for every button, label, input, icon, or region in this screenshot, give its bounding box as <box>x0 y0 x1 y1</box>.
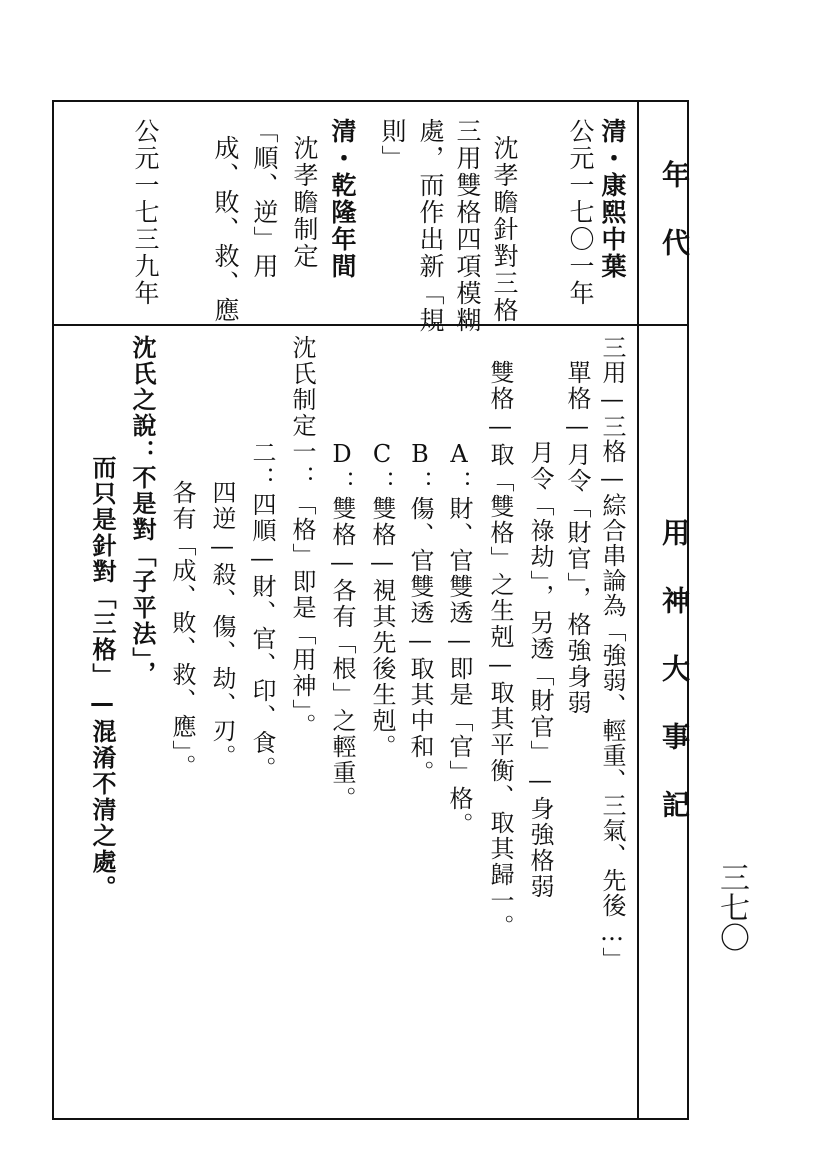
event-line: 單格—月令「財官」，格強身弱 <box>563 360 591 716</box>
event-line: 三用—三格—綜合串論為「強弱、輕重、三氣、先後…」 <box>598 335 626 972</box>
event-line: C：雙格—視其先後生剋。 <box>368 440 396 760</box>
event-line: 二：四順—財、官、印、食。 <box>248 440 276 782</box>
event-line: 月令「祿劫」，另透「財官」—身強格弱 <box>526 440 554 900</box>
era-line: 處，而作出新「規 <box>416 118 445 334</box>
era-line: 公元一七〇一年 <box>566 118 595 307</box>
event-line: A：財、官雙透—即是「官」格。 <box>445 440 473 838</box>
header-divider <box>637 102 639 1118</box>
era-line: 則」 <box>378 118 407 172</box>
era-line: 「順、逆」用 <box>250 118 279 280</box>
event-line: 沈氏制定一：「格」即是「用神」。 <box>288 335 316 739</box>
event-line: D：雙格—各有「根」之輕重。 <box>328 440 356 812</box>
page-number: 三七〇 <box>714 862 749 952</box>
event-line: 沈氏之說：不是對「子平法」， <box>128 335 156 687</box>
table-title: 用神大事記 <box>658 518 691 858</box>
event-line: B：傷、官雙透—取其中和。 <box>406 440 434 786</box>
event-line: 各有「成、敗、救、應」。 <box>168 480 196 780</box>
era-line: 成、敗、救、應 <box>211 135 240 324</box>
header-row-divider <box>637 324 687 326</box>
era-line: 清・乾隆年間 <box>328 118 357 280</box>
era-line: 公元一七三九年 <box>131 118 160 307</box>
event-line: 四逆—殺、傷、劫、刃。 <box>208 480 236 770</box>
event-line: 雙格—取「雙格」之生剋—取其平衡、取其歸一。 <box>486 360 514 940</box>
era-line: 清・康熙中葉 <box>598 118 627 280</box>
era-line: 三用雙格四項模糊 <box>453 118 482 334</box>
row-divider <box>54 324 687 326</box>
era-line: 沈孝瞻制定 <box>290 135 319 270</box>
era-line: 沈孝瞻針對三格 <box>490 135 519 324</box>
event-line: 而只是針對「三格」—混淆不清之處。 <box>88 455 116 901</box>
era-header: 年代 <box>658 160 691 296</box>
